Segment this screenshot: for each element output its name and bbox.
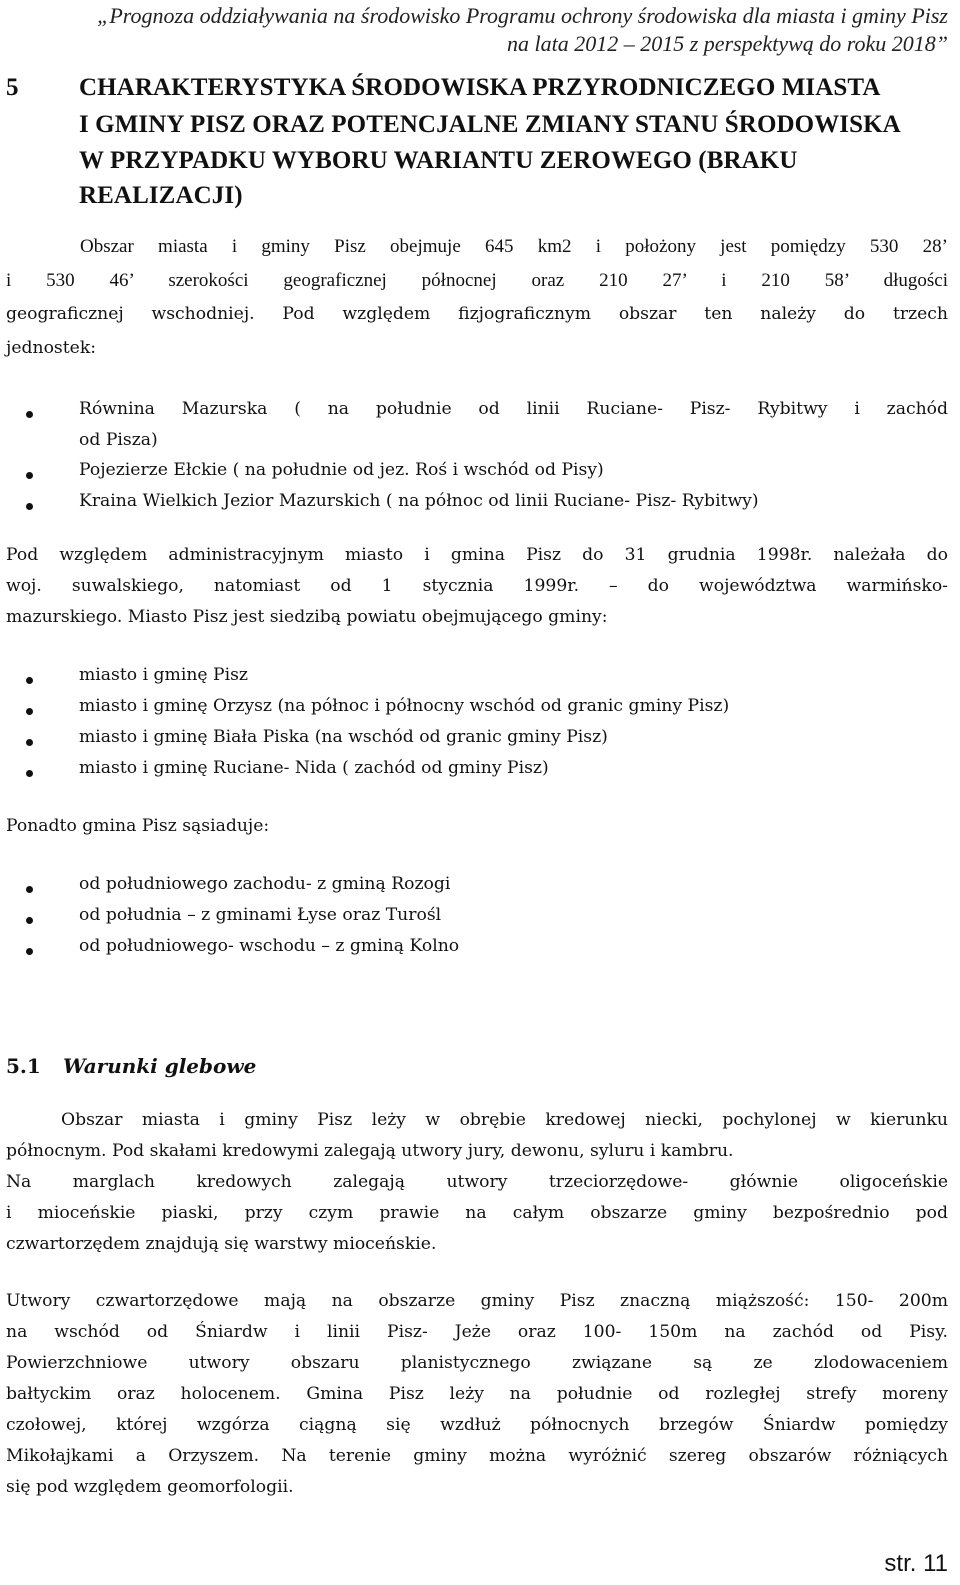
bullet-icon	[26, 770, 33, 777]
list-item-continuation: od Pisza)	[79, 430, 158, 450]
bullet-icon	[26, 708, 33, 715]
paragraph-line: Pod względem administracyjnym miasto i gmina Pisz do 31 grudnia 1998r. należała do	[6, 545, 948, 565]
list-item: miasto i gminę Orzysz (na północ i północny wschód od granic gminy Pisz)	[79, 696, 730, 716]
paragraph-line: czołowej, której wzgórza ciągną się wzdłuż północnych brzegów Śniardw pomiędzy	[6, 1415, 948, 1435]
paragraph-line: Ponadto gmina Pisz sąsiaduje:	[6, 816, 270, 836]
paragraph-line: na wschód od Śniardw i linii Pisz- Jeże oraz 100- 150m na zachód od Pisy.	[6, 1322, 948, 1342]
chapter-title-line: REALIZACJI)	[79, 182, 243, 209]
list-item: Kraina Wielkich Jezior Mazurskich ( na północ od linii Ruciane- Pisz- Rybitwy)	[79, 491, 759, 511]
paragraph-line: Na marglach kredowych zalegają utwory trzeciorzędowe- głównie oligoceńskie	[6, 1172, 948, 1192]
list-item: Pojezierze Ełckie ( na południe od jez. Roś i wschód od Pisy)	[79, 460, 604, 480]
bullet-icon	[26, 739, 33, 746]
chapter-title-line: W PRZYPADKU WYBORU WARIANTU ZEROWEGO (BRAKU	[79, 147, 798, 174]
paragraph-line: jednostek:	[6, 338, 97, 358]
paragraph-line: północnym. Pod skałami kredowymi zalegają utwory jury, dewonu, syluru i kambru.	[6, 1141, 734, 1161]
paragraph-line: czwartorzędem znajdują się warstwy mioceńskie.	[6, 1234, 437, 1254]
paragraph-line: Utwory czwartorzędowe mają na obszarze gminy Pisz znaczną miąższość: 150- 200m	[6, 1291, 948, 1311]
list-item: od południowego- wschodu – z gminą Kolno	[79, 936, 460, 956]
section-title: Warunki glebowe	[63, 1054, 257, 1078]
chapter-number: 5	[6, 74, 19, 101]
list-item: od południowego zachodu- z gminą Rozogi	[79, 874, 451, 894]
chapter-title-line: CHARAKTERYSTYKA ŚRODOWISKA PRZYRODNICZEGO MIASTA	[79, 74, 881, 101]
bullet-icon	[26, 886, 33, 893]
paragraph-line: geograficznej wschodniej. Pod względem fizjograficznym obszar ten należy do trzech	[6, 304, 948, 324]
page-number: str. 11	[884, 1550, 948, 1577]
paragraph-line: Mikołajkami a Orzyszem. Na terenie gminy można wyróżnić szereg obszarów różniących	[6, 1446, 948, 1466]
list-item: Równina Mazurska ( na południe od linii Ruciane- Pisz- Rybitwy i zachód	[79, 399, 948, 419]
bullet-icon	[26, 472, 33, 479]
list-item: miasto i gminę Ruciane- Nida ( zachód od gminy Pisz)	[79, 758, 549, 778]
section-number: 5.1	[6, 1054, 41, 1078]
paragraph-line: mazurskiego. Miasto Pisz jest siedzibą powiatu obejmującego gminy:	[6, 607, 608, 627]
running-header-line-1: „Prognoza oddziaływania na środowisko Programu ochrony środowiska dla miasta i gminy Pisz	[97, 3, 948, 28]
running-header-line-2: na lata 2012 – 2015 z perspektywą do roku 2018”	[507, 31, 948, 56]
list-item: miasto i gminę Pisz	[79, 665, 248, 685]
bullet-icon	[26, 503, 33, 510]
bullet-icon	[26, 948, 33, 955]
paragraph-line: woj. suwalskiego, natomiast od 1 stycznia 1999r. – do województwa warmińsko-	[6, 576, 948, 596]
paragraph-line: bałtyckim oraz holocenem. Gmina Pisz leży na południe od rozległej strefy moreny	[6, 1384, 948, 1404]
paragraph-line: się pod względem geomorfologii.	[6, 1477, 294, 1497]
paragraph-line: Obszar miasta i gminy Pisz leży w obrębie kredowej niecki, pochylonej w kierunku	[61, 1110, 948, 1130]
list-item: od południa – z gminami Łyse oraz Turośl	[79, 905, 442, 925]
bullet-icon	[26, 411, 33, 418]
bullet-icon	[26, 677, 33, 684]
paragraph-line: Obszar miasta i gminy Pisz obejmuje 645 km2 i położony jest pomiędzy 530 28’	[80, 236, 948, 257]
paragraph-line: Powierzchniowe utwory obszaru planistycznego związane są ze zlodowaceniem	[6, 1353, 948, 1373]
paragraph-line: i mioceńskie piaski, przy czym prawie na całym obszarze gminy bezpośrednio pod	[6, 1203, 948, 1223]
chapter-title-line: I GMINY PISZ ORAZ POTENCJALNE ZMIANY STANU ŚRODOWISKA	[79, 111, 901, 138]
paragraph-line: i 530 46’ szerokości geograficznej północnej oraz 210 27’ i 210 58’ długości	[6, 270, 948, 291]
list-item: miasto i gminę Biała Piska (na wschód od granic gminy Pisz)	[79, 727, 608, 747]
bullet-icon	[26, 917, 33, 924]
